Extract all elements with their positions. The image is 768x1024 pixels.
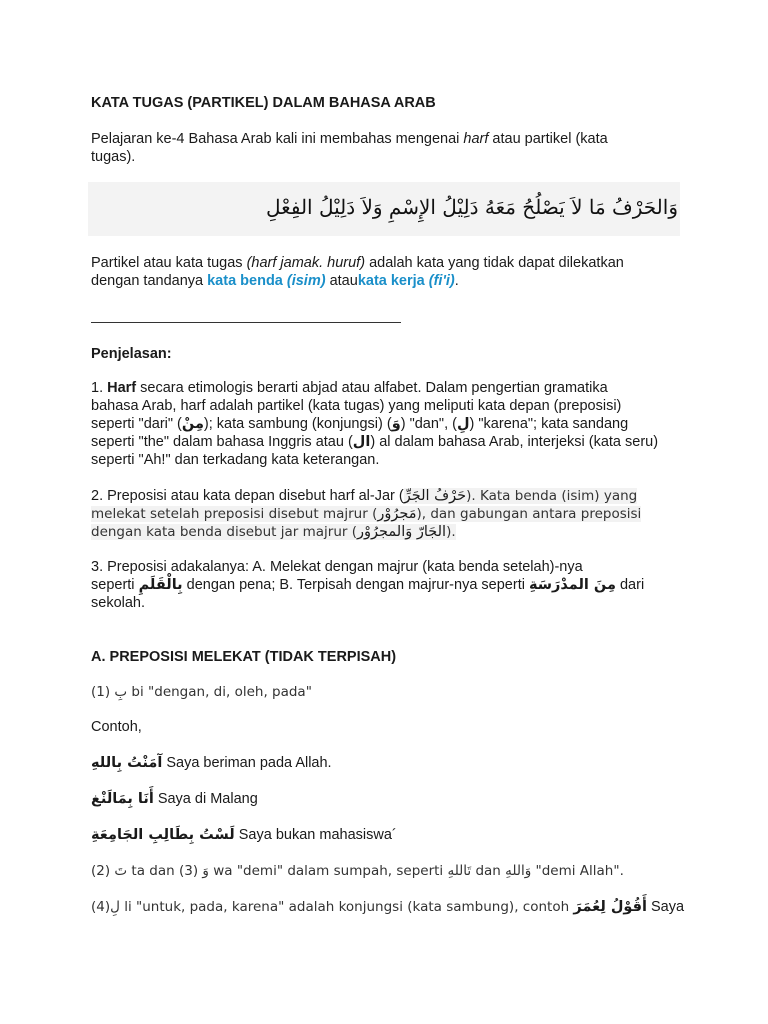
- item-1: [91, 683, 691, 701]
- point-3-line-2c: dari: [615, 577, 645, 593]
- arabic-quote: وَالحَرْفُ مَا لاَ يَصْلُحُ مَعَهُ دَلِيْلُ الإِسْمِ وَلاَ دَلِيْلُ الفِعْلِ: [266, 195, 678, 219]
- example-3-arabic: لَسْتُ بِطَالِبِ الجَامِعَةِ: [91, 827, 235, 843]
- item-1-number: (1): [91, 684, 115, 700]
- link-kata-kerja-label[interactable]: kata kerja: [357, 273, 429, 289]
- horizontal-divider: [91, 322, 401, 323]
- point-1-line-3d: ) "karena"; kata sandang: [469, 416, 629, 432]
- point-1-number: 1.: [91, 380, 108, 396]
- point-1-bold: Harf: [107, 380, 137, 396]
- definition-text-4: atau: [325, 273, 358, 289]
- item-4: [91, 898, 691, 916]
- arabic-ta: تَ: [114, 863, 128, 879]
- example-2: [91, 790, 691, 808]
- example-1: [91, 754, 691, 772]
- point-1-line-4a: seperti "the" dalam bahasa Inggris atau (: [91, 434, 353, 450]
- arabic-aqulu-liumar: أَقُوْلُ لِعُمَرَ: [573, 899, 647, 915]
- intro-harf: harf: [463, 131, 489, 147]
- arabic-bil-qalam: بِالْقَلَمِ: [138, 577, 183, 593]
- arabic-harf-jar: حَرْفُ الجَرِّ: [403, 488, 467, 504]
- definition-text-5: .: [454, 273, 459, 289]
- point-3-paragraph: [91, 558, 691, 612]
- item-4-text-b: li "untuk, pada, karena" adalah konjungsi (kata sambung), contoh: [119, 899, 574, 915]
- point-1-line-4b: ) al dalam bahasa Arab, interjeksi (kata seru): [370, 434, 659, 450]
- item-4-number: (4): [91, 899, 111, 915]
- point-1-line-3c: ) "dan", (: [400, 416, 457, 432]
- point-1-line-3a: seperti "dari" (: [91, 416, 182, 432]
- definition-italic: (harf jamak. huruf): [246, 255, 366, 271]
- point-1-paragraph: [91, 379, 691, 469]
- link-kata-benda[interactable]: [207, 273, 325, 289]
- example-2-arabic: أَنَا بِمَالَنْغ: [91, 791, 154, 807]
- example-1-arabic: آمَنْتُ بِاللهِ: [91, 755, 163, 771]
- arabic-wa-2: وَ: [202, 863, 209, 879]
- point-2-line-3b: ).: [446, 524, 456, 540]
- arabic-bi: بِ: [114, 684, 128, 700]
- example-2-text: Saya di Malang: [153, 791, 258, 807]
- arabic-wallahi: وَاللهِ: [505, 863, 532, 879]
- point-2-line-2a: melekat setelah preposisi disebut majrur (: [91, 506, 378, 522]
- arabic-li-2: لِ: [110, 899, 120, 915]
- point-2-line-3a: dengan kata benda disebut jar majrur (: [91, 524, 358, 540]
- example-3-text: Saya bukan mahasiswa´: [234, 827, 397, 843]
- item-2-3: [91, 862, 691, 880]
- link-kata-benda-italic[interactable]: (isim): [286, 273, 326, 289]
- item-2-3-text-e: "demi Allah".: [531, 863, 624, 879]
- example-1-text: Saya beriman pada Allah.: [162, 755, 332, 771]
- arabic-wa: وَ: [391, 416, 401, 432]
- intro-text-3: tugas).: [91, 149, 136, 165]
- example-3: [91, 826, 691, 844]
- point-1-line-2: bahasa Arab, harf adalah partikel (kata tugas) yang meliputi kata depan (preposisi): [91, 398, 622, 414]
- link-kata-benda-label[interactable]: kata benda: [207, 273, 287, 289]
- arabic-jar-majrur: الجَارّ وَالمجرُوْر: [357, 524, 447, 540]
- point-3-line-2a: seperti: [91, 577, 139, 593]
- section-a-heading: A. PREPOSISI MELEKAT (TIDAK TERPISAH): [91, 649, 397, 665]
- point-1-line-3b: ); kata sambung (konjungsi) (: [203, 416, 392, 432]
- arabic-tallahi: تَاللهِ: [447, 863, 472, 879]
- point-2-line-2b: ), dan gabungan antara preposisi: [416, 506, 642, 522]
- definition-paragraph: [91, 254, 691, 290]
- point-2-paragraph: [91, 487, 691, 541]
- link-kata-kerja-italic[interactable]: (fi'i): [428, 273, 455, 289]
- arabic-al: ال: [352, 434, 371, 450]
- point-3-line-3: sekolah.: [91, 595, 146, 611]
- arabic-minal-madrasah: مِنَ المدْرَسَةِ: [528, 577, 616, 593]
- intro-text-2: atau partikel (kata: [488, 131, 608, 147]
- arabic-min: مِنْ: [181, 416, 204, 432]
- item-2-3-text-c: wa "demi" dalam sumpah, seperti: [208, 863, 448, 879]
- intro-text: Pelajaran ke-4 Bahasa Arab kali ini membahas mengenai: [91, 131, 464, 147]
- intro-paragraph: [91, 130, 691, 166]
- definition-text-3: dengan tandanya: [91, 273, 208, 289]
- definition-text-2: adalah kata yang tidak dapat dilekatkan: [365, 255, 624, 271]
- point-1-line-1: secara etimologis berarti abjad atau alfabet. Dalam pengertian gramatika: [136, 380, 608, 396]
- item-2-3-text-d: dan: [471, 863, 506, 879]
- link-kata-kerja[interactable]: [358, 273, 455, 289]
- point-1-line-5: seperti "Ah!" dan terkadang kata keterangan.: [91, 452, 380, 468]
- item-4-text-c: Saya: [646, 899, 685, 915]
- definition-text: Partikel atau kata tugas: [91, 255, 247, 271]
- page-title: KATA TUGAS (PARTIKEL) DALAM BAHASA ARAB: [91, 95, 436, 111]
- point-3-line-2b: dengan pena; B. Terpisah dengan majrur-nya seperti: [182, 577, 529, 593]
- contoh-label: Contoh,: [91, 719, 142, 735]
- point-3-line-1: 3. Preposisi adakalanya: A. Melekat dengan majrur (kata benda setelah)-nya: [91, 559, 583, 575]
- point-2-line-1b: ). Kata benda (isim) yang: [466, 488, 638, 504]
- penjelasan-heading: Penjelasan:: [91, 346, 172, 362]
- point-2-line-1a: 2. Preposisi atau kata depan disebut harf al-Jar (: [91, 488, 404, 504]
- arabic-li: لِ: [456, 416, 470, 432]
- arabic-majrur: مَجرُوْر: [377, 506, 417, 522]
- item-2-number: (2): [91, 863, 115, 879]
- item-1-text: bi "dengan, di, oleh, pada": [127, 684, 312, 700]
- arabic-quote-box: [88, 182, 680, 236]
- item-2-3-text-b: ta dan (3): [127, 863, 203, 879]
